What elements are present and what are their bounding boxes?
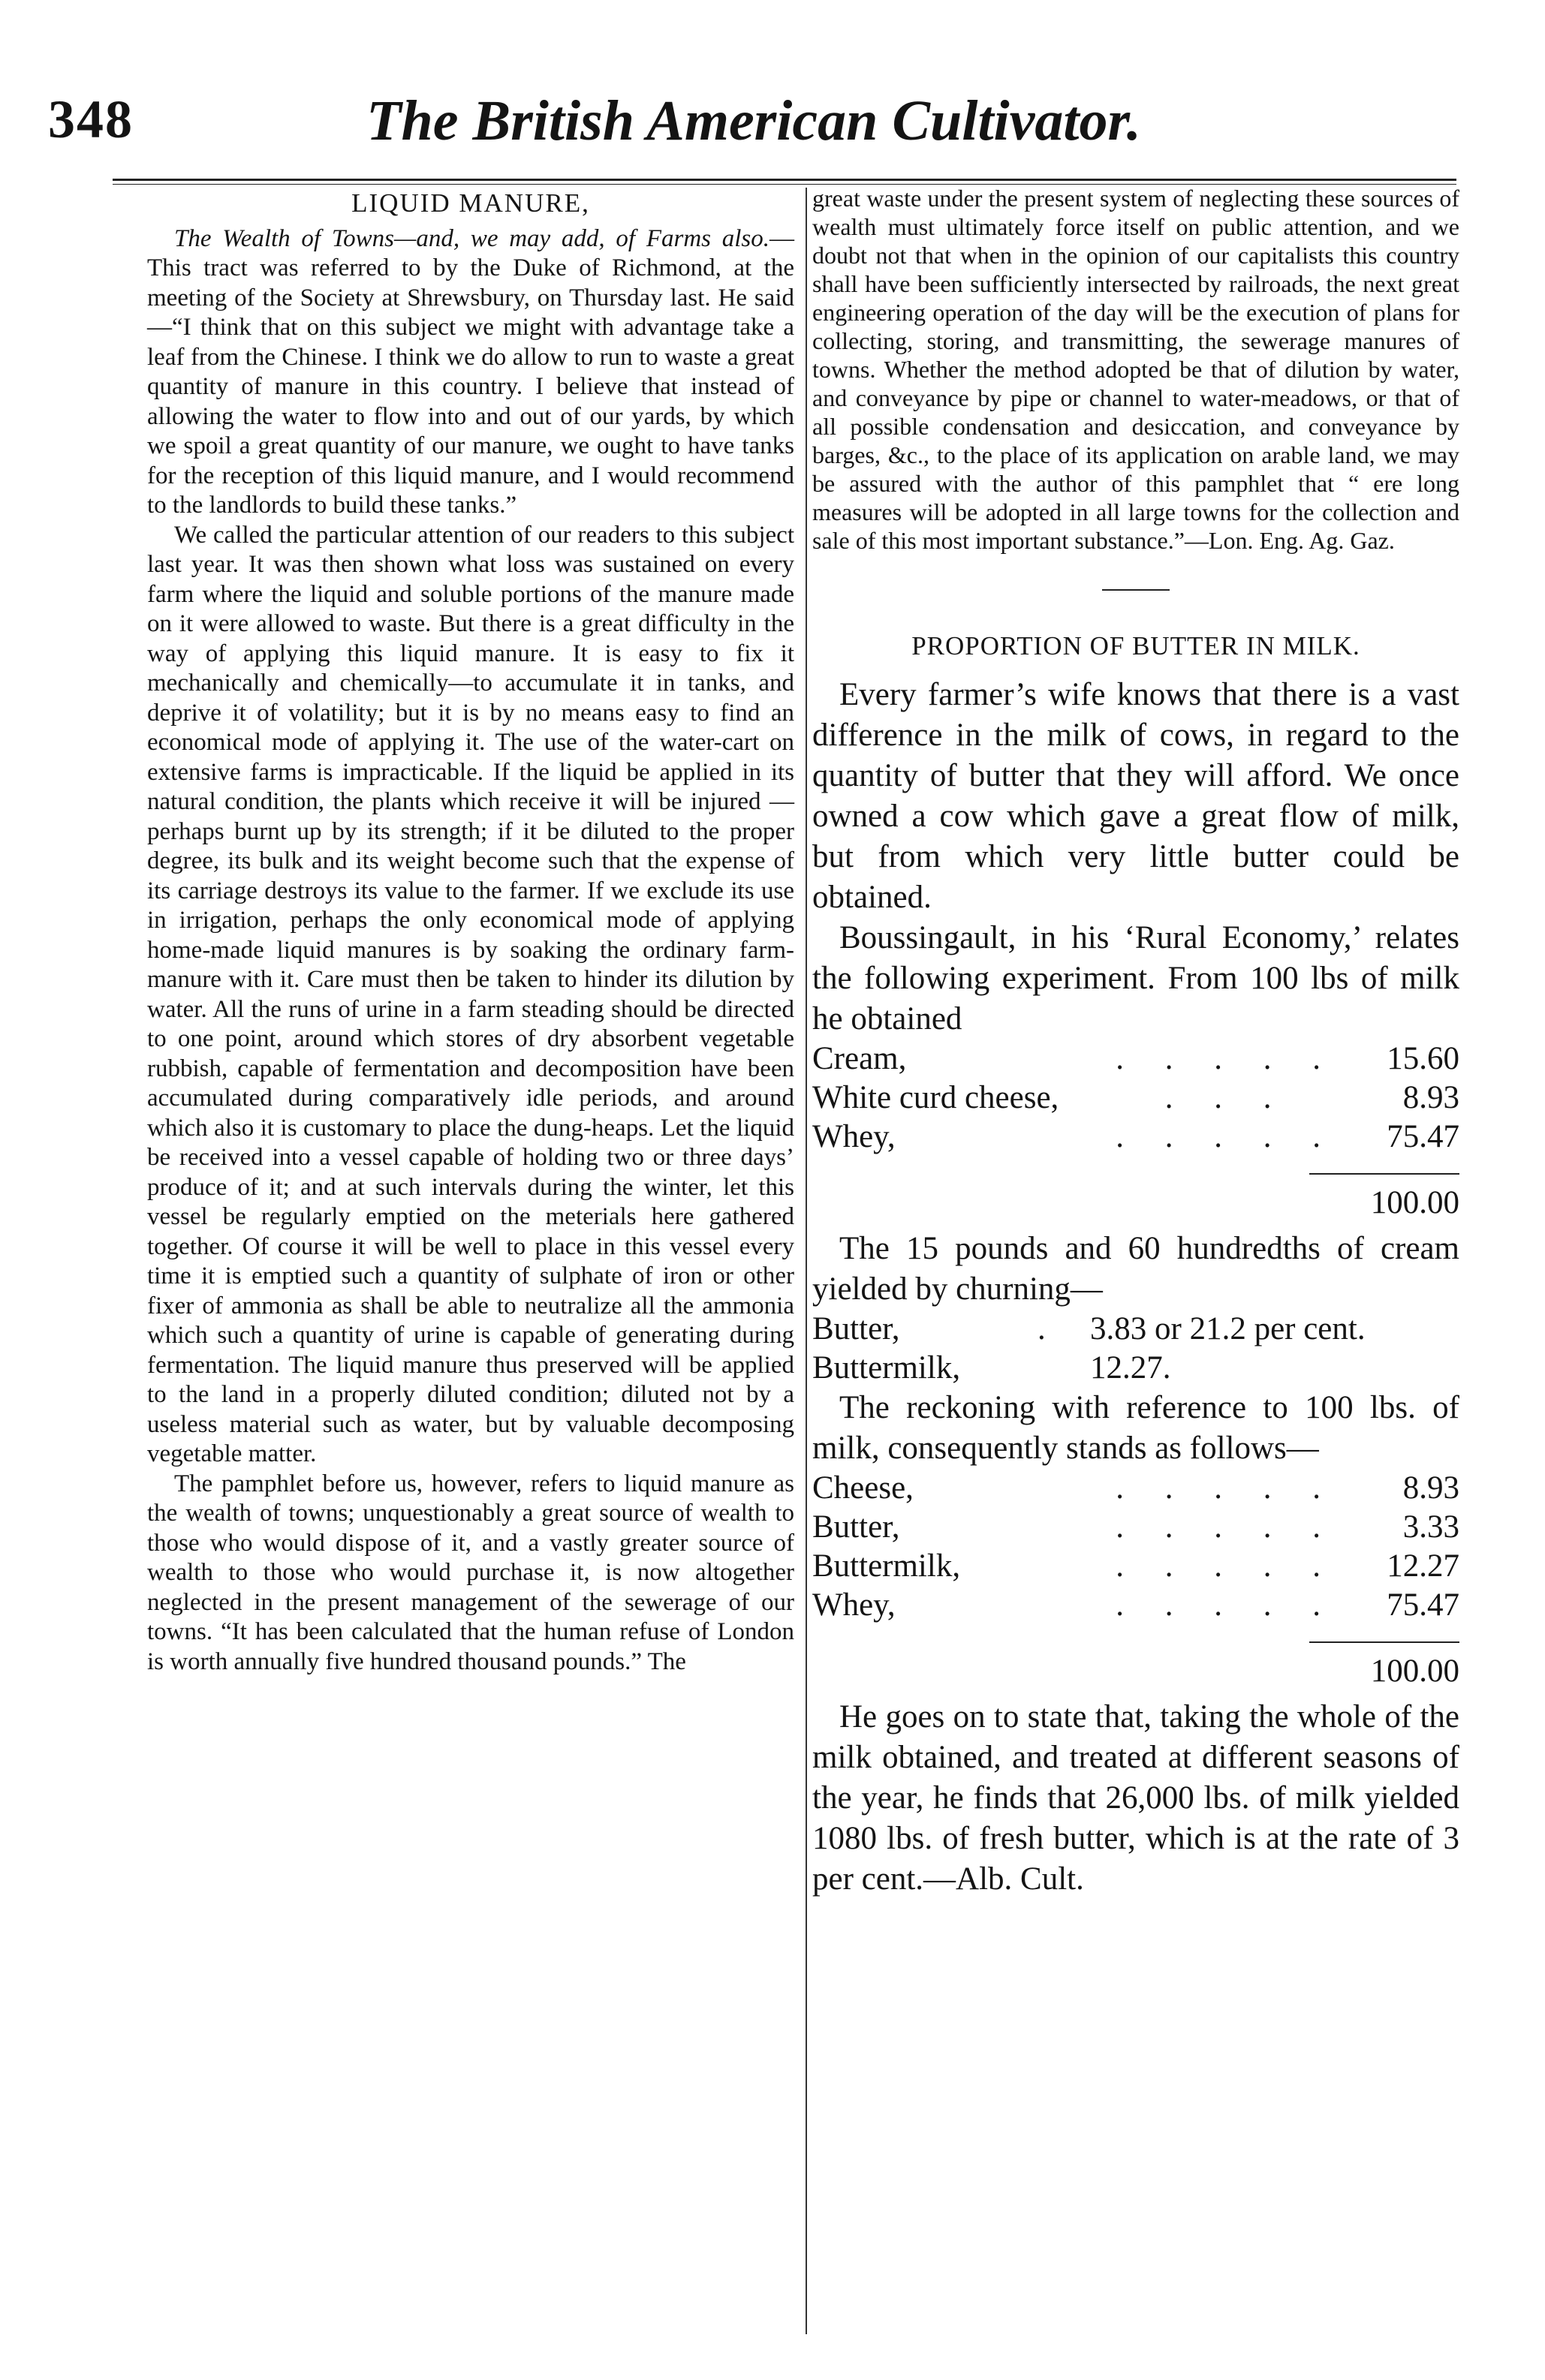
leader-dots: . . . . . bbox=[1116, 1587, 1338, 1623]
right-column bbox=[812, 184, 1459, 1900]
article-headline-liquid-manure: LIQUID MANURE, bbox=[351, 188, 590, 218]
article-continuation: great waste under the present system of neglecting these sources of wealth must ultimately force itself on public attention, and we doubt not that when in the opinion of our capitalists this country shall have been sufficiently intersected by railroads, the next great engineering operation of the day will be the execution of plans for collecting, storing, and transmitting, the sewerage manures of towns. Whether the method adopted be that of dilution by water, and conveyance by pipe or channel to water-meadows, or that of all possible condensation and desiccation, and conveyance by barges, &c., to the place of its application on arable land, we may be assured with the author of this pamphlet that “ ere long measures will be adopted in all large towns for the collection and sale of this most important substance.”—Lon. Eng. Ag. Gaz. bbox=[812, 185, 1459, 554]
leader-dots: . . . . . bbox=[1116, 1548, 1338, 1584]
butter-paragraph-4: The reckoning with reference to 100 lbs. of milk, consequently stands as follows— bbox=[812, 1390, 1459, 1466]
yield-label: Butter, bbox=[812, 1311, 900, 1346]
row-label: Cheese, bbox=[812, 1470, 914, 1506]
row-value: 12.27 bbox=[1387, 1548, 1459, 1584]
butter-paragraph-5: He goes on to state that, taking the whole of the milk obtained, and treated at different seasons of the year, he finds that 26,000 lbs. of milk yielded 1080 lbs. of fresh butter, which is at the rate of 3 per cent.—Alb. Cult. bbox=[812, 1699, 1459, 1897]
row-value: 15.60 bbox=[1387, 1041, 1459, 1076]
total-rule bbox=[1309, 1641, 1459, 1643]
butter-yield-line bbox=[812, 1310, 1459, 1349]
table-row bbox=[812, 1040, 1459, 1079]
butter-paragraph-1: Every farmer’s wife knows that there is a vast difference in the milk of cows, in regard to the quantity of butter that they will afford. We once owned a cow which gave a great flow of milk, but from which very little butter could be obtained. bbox=[812, 677, 1459, 915]
yield-value: 3.83 or 21.2 per cent. bbox=[1090, 1311, 1366, 1346]
article-paragraph-3: The pamphlet before us, however, refers to liquid manure as the wealth of towns; unquestionably a great source of wealth to those who would dispose of it, and a vastly greater source of wealth to those who would purchase it, is now altogether neglected in the present management of the sewerage of our towns. “It has been calculated that the human refuse of London is worth annually five hundred thousand pounds.” The bbox=[147, 1470, 794, 1675]
yield-label: Buttermilk, bbox=[812, 1350, 961, 1386]
leader-dots: . . . . . bbox=[1116, 1041, 1338, 1076]
row-label: Whey, bbox=[812, 1119, 896, 1154]
row-label: White curd cheese, bbox=[812, 1080, 1059, 1115]
table-total: 100.00 bbox=[1370, 1653, 1459, 1689]
section-rule bbox=[1102, 589, 1170, 591]
column-divider bbox=[806, 188, 807, 2334]
leader-dots: . . . . . bbox=[1116, 1119, 1338, 1154]
table-row bbox=[812, 1079, 1459, 1118]
yield-value: 12.27. bbox=[1090, 1350, 1171, 1386]
page-number: 348 bbox=[48, 89, 134, 149]
row-label: Whey, bbox=[812, 1587, 896, 1623]
journal-title: The British American Cultivator. bbox=[366, 89, 1141, 152]
table-total: 100.00 bbox=[1370, 1185, 1459, 1220]
row-label: Cream, bbox=[812, 1041, 907, 1076]
yield-dot: . bbox=[1038, 1311, 1046, 1346]
table-row bbox=[812, 1469, 1459, 1508]
leader-dots: . . . bbox=[1164, 1080, 1288, 1115]
page-header bbox=[48, 89, 1459, 171]
buttermilk-yield-line bbox=[812, 1349, 1459, 1388]
article-subtitle: The Wealth of Towns—and, we may add, of Farms also. bbox=[174, 224, 769, 252]
table-row bbox=[812, 1118, 1459, 1157]
article-opening bbox=[147, 224, 794, 521]
row-value: 8.93 bbox=[1402, 1470, 1459, 1506]
article-paragraph-2: We called the particular attention of our readers to this subject last year. It was then shown what loss was sustained on every farm where the liquid and soluble portions of the manure made on it were allowed to waste. But there is a great difficulty in the way of applying this liquid manure. It is easy to fix it mechanically and chemically—to accumulate it in tanks, and deprive it of volatility; but it is by no means easy to find an economical mode of applying it. The use of the water-cart on extensive farms is impracticable. If the liquid be applied in its natural condition, the plants which receive it will be injured —perhaps burnt up by its strength; if it be diluted to the proper degree, its bulk and its weight become such that the expense of its carriage destroys its value to the farmer. If we exclude its use in irrigation, perhaps the only economical mode of applying home-made liquid manures is by soaking the ordinary farm-manure with it. Care must then be taken to hinder its dilution by water. All the runs of urine in a farm steading should be directed to one point, around which stores of dry absorbent vegetable rubbish, capable of fermentation and decomposition have been accumulated during comparatively idle periods, and around which also it is customary to place the dung-heaps. Let the liquid be received into a vessel capable of holding two or three days’ produce of it; and at such intervals during the winter, let this vessel be regularly emptied on the meterials here gathered together. Of course it will be well to place in this vessel every time it is emptied such a quantity of sulphate of iron or other fixer of ammonia as shall be able to neutralize all the ammonia which such a quantity of urine is capable of generating during fermentation. The liquid manure thus preserved will be applied to the land in a properly diluted condition; diluted not by a useless material such as water, but by valuable decomposing vegetable matter. bbox=[147, 521, 794, 1467]
leader-dots: . . . . . bbox=[1116, 1509, 1338, 1545]
table-row bbox=[812, 1508, 1459, 1547]
row-value: 3.33 bbox=[1402, 1509, 1459, 1545]
row-value: 75.47 bbox=[1387, 1587, 1459, 1623]
table-row bbox=[812, 1547, 1459, 1586]
left-column bbox=[147, 184, 794, 1677]
row-value: 8.93 bbox=[1402, 1080, 1459, 1115]
butter-paragraph-2: Boussingault, in his ‘Rural Economy,’ relates the following experiment. From 100 lbs of milk he obtained bbox=[812, 920, 1459, 1037]
milk-composition-table bbox=[812, 1040, 1459, 1157]
butter-paragraph-3: The 15 pounds and 60 hundredths of cream yielded by churning— bbox=[812, 1231, 1459, 1307]
article-headline-butter: PROPORTION OF BUTTER IN MILK. bbox=[911, 631, 1360, 660]
table-row bbox=[812, 1586, 1459, 1625]
row-value: 75.47 bbox=[1387, 1119, 1459, 1154]
leader-dots: . . . . . bbox=[1116, 1470, 1338, 1506]
row-label: Buttermilk, bbox=[812, 1548, 961, 1584]
total-rule bbox=[1309, 1173, 1459, 1175]
article-paragraph-1: —This tract was referred to by the Duke of Richmond, at the meeting of the Society at Shrewsbury, on Thursday last. He said—“I think that on this subject we might with advantage take a leaf from the Chinese. I think we do allow to run to waste a great quantity of manure in this country. I believe that instead of allowing the water to flow into and out of our yards, by which we spoil a great quantity of our manure, we ought to have tanks for the reception of this liquid manure, and I would recommend to the landlords to build these tanks.” bbox=[147, 224, 794, 519]
row-label: Butter, bbox=[812, 1509, 900, 1545]
reckoning-table bbox=[812, 1469, 1459, 1625]
